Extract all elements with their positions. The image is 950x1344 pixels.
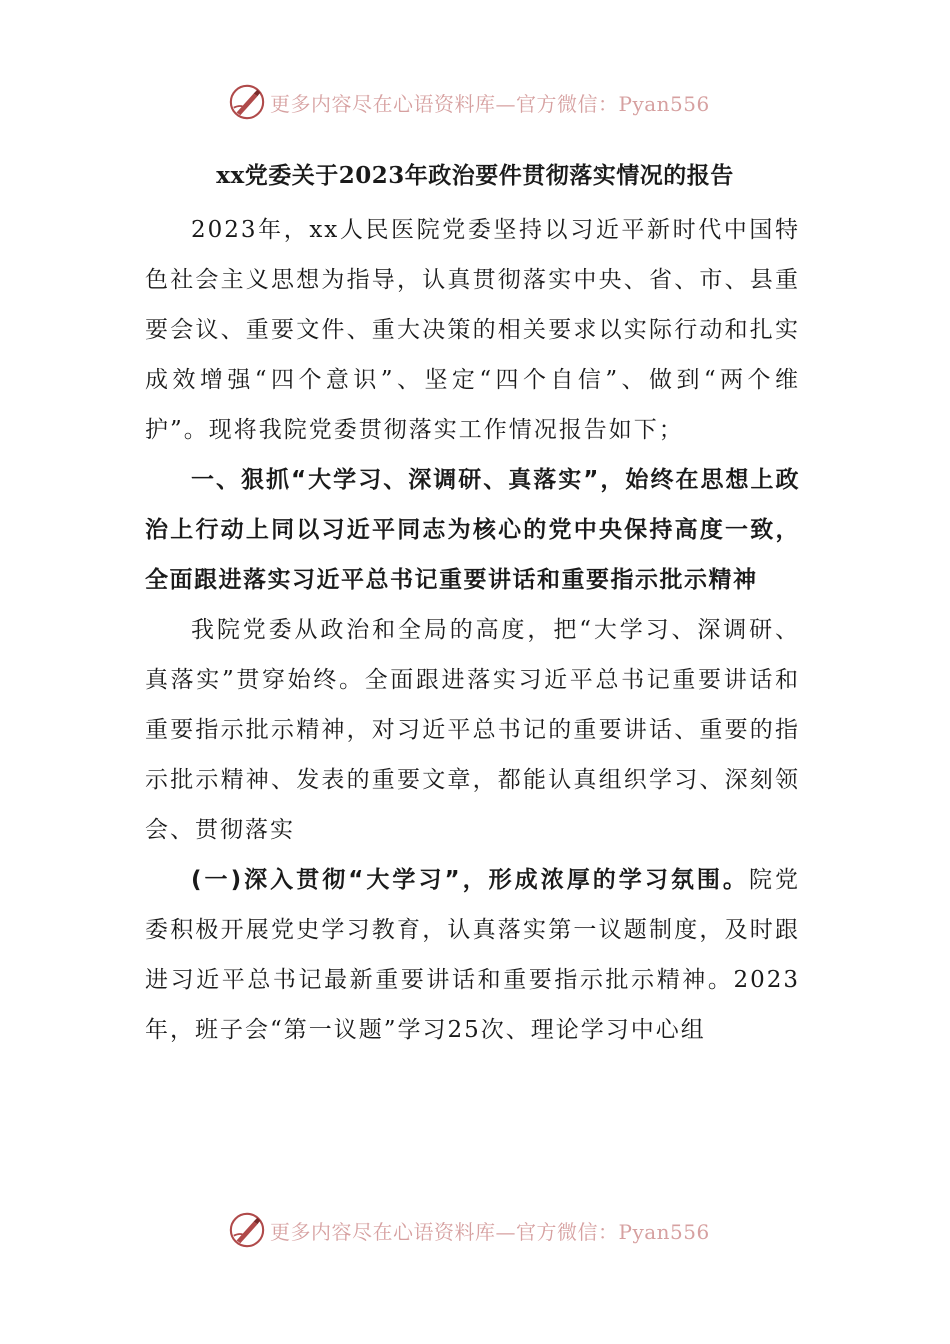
watermark-footer bbox=[228, 1208, 788, 1252]
watermark-text: 更多内容尽在心语资料库—官方微信：Pyan556 bbox=[270, 1219, 710, 1244]
subsection-1-heading: (一)深入贯彻“大学习”，形成浓厚的学习氛围。 bbox=[191, 867, 749, 893]
section-1-paragraph: 我院党委从政治和全局的高度，把“大学习、深调研、真落实”贯穿始终。全面跟进落实习近平总书记重要讲话和重要指示批示精神，对习近平总书记的重要讲话、重要的指示批示精神、发表的重要文章，都能认真组织学习、深刻领会、贯彻落实 bbox=[145, 617, 800, 843]
pen-logo-icon bbox=[228, 1211, 266, 1249]
intro-paragraph: 2023年，xx人民医院党委坚持以习近平新时代中国特色社会主义思想为指导，认真贯彻落实中央、省、市、县重要会议、重要文件、重大决策的相关要求以实际行动和扎实成效增强“四个意识”、坚定“四个自信”、做到“两个维护”。现将我院党委贯彻落实工作情况报告如下； bbox=[145, 217, 800, 443]
watermark-header bbox=[228, 80, 788, 124]
subsection-1-body: 院党委积极开展党史学习教育，认真落实第一议题制度，及时跟进习近平总书记最新重要讲话和重要指示批示精神。2023年，班子会“第一议题”学习25次、理论学习中心组 bbox=[145, 867, 800, 1043]
watermark-text: 更多内容尽在心语资料库—官方微信：Pyan556 bbox=[270, 91, 710, 116]
document-title: xx党委关于2023年政治要件贯彻落实情况的报告 bbox=[216, 162, 734, 189]
document-body bbox=[145, 205, 800, 1055]
section-1-heading: 一、狠抓“大学习、深调研、真落实”，始终在思想上政治上行动上同以习近平同志为核心的党中央保持高度一致，全面跟进落实习近平总书记重要讲话和重要指示批示精神 bbox=[145, 467, 800, 593]
subsection-1-paragraph bbox=[145, 855, 800, 1055]
pen-logo-icon bbox=[228, 83, 266, 121]
